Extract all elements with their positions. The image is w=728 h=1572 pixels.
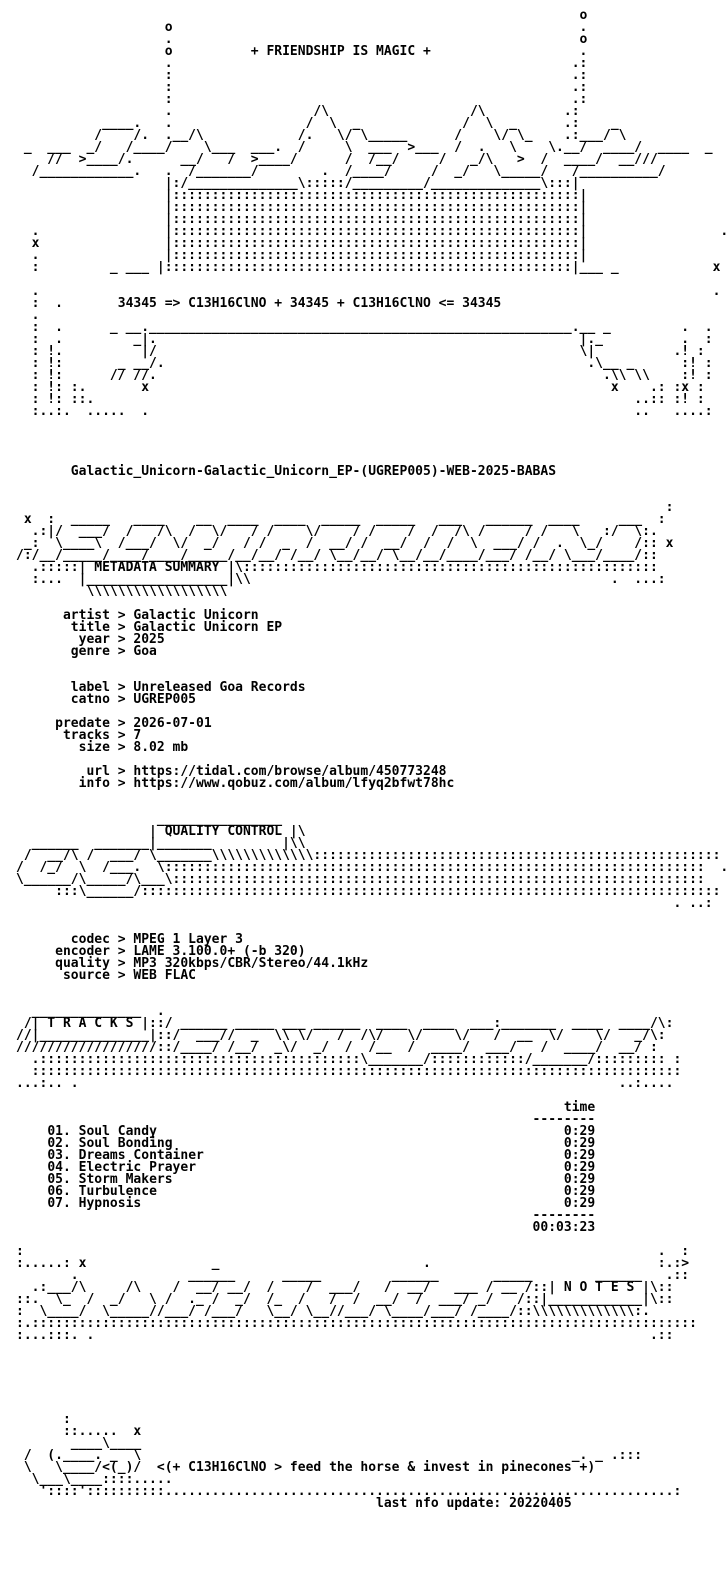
metadata-line bbox=[16, 658, 728, 670]
header-art-line: : _ ___ |::::::::::::::::::::::::::::::::::::::::::::::::::::|___ _ x bbox=[16, 260, 721, 275]
track-time: 0:29 bbox=[563, 1160, 596, 1175]
header-art-line: . o bbox=[16, 32, 588, 47]
metadata-line: size > 8.02 mb bbox=[16, 740, 189, 755]
header-art-line: o + FRIENDSHIP IS MAGIC + . bbox=[16, 44, 588, 59]
track-number: 04. bbox=[47, 1160, 71, 1175]
quality-control-banner bbox=[16, 790, 728, 910]
track-number: 05. bbox=[47, 1172, 71, 1187]
notes-banner-line: : . : bbox=[16, 1244, 690, 1259]
metadata-summary-list bbox=[16, 598, 728, 790]
metadata-banner-line: :... |__________________|\\ . ...: bbox=[16, 572, 666, 587]
header-art-line: / /. .__/\ /. \/ \_____ / \/ \_ .:___/ \ bbox=[16, 128, 627, 143]
tracks-banner-line: //|______________|::/ ___// _ \\ \/ / /\/ \/ \/ / __ \/ \/ _/\: bbox=[16, 1028, 666, 1043]
quality-banner-line bbox=[16, 790, 728, 802]
track-time: 0:29 bbox=[563, 1172, 596, 1187]
track-title: Soul Bonding bbox=[78, 1136, 173, 1151]
metadata-banner-line: x : _____ ____ __ ____ ____ _____ _____ ___ ______ ____ ___ : bbox=[16, 512, 666, 527]
header-art-line: : .: bbox=[16, 92, 588, 107]
track-list bbox=[16, 1126, 728, 1210]
track-title: Soul Candy bbox=[78, 1124, 157, 1139]
footer-ascii-art bbox=[16, 1354, 728, 1498]
notes-banner-line: :...:::. . .:: bbox=[16, 1328, 674, 1343]
metadata-banner-line: .:::::| METADATA SUMMARY |\::::::::::::::::::::::::::::::::::::::::::::::::::::: bbox=[16, 560, 658, 575]
metadata-line: label > Unreleased Goa Records bbox=[16, 680, 306, 695]
tracks-banner-line bbox=[16, 982, 728, 994]
track-number: 06. bbox=[47, 1184, 71, 1199]
header-art-line: :..:. ..... . .. ....: bbox=[16, 404, 713, 419]
track-number: 07. bbox=[47, 1196, 71, 1211]
metadata-line: info > https://www.qobuz.com/album/lfyq2bfwt78hc bbox=[16, 776, 455, 791]
quality-banner-line: | QUALITY CONTROL |\ bbox=[16, 824, 306, 839]
release-name: Galactic_Unicorn-Galactic_Unicorn_EP-(UGREP005)-WEB-2025-BABAS bbox=[16, 464, 557, 479]
header-art-line: . /\ /\ .: bbox=[16, 104, 580, 119]
header-art-line: . bbox=[16, 308, 40, 323]
track-time: 0:29 bbox=[563, 1124, 596, 1139]
metadata-banner-line: /:/__/_____/____/____/_____/__/__/ /__/ \__/__/ \__/__/____/___/ /__/ \___/____/:: bbox=[16, 548, 658, 563]
header-art-line: : .: bbox=[16, 80, 588, 95]
quality-banner-line: . ..: bbox=[16, 896, 713, 911]
metadata-line: title > Galactic Unicorn EP bbox=[16, 620, 283, 635]
footer-art-line bbox=[16, 1402, 728, 1414]
quality-control-list bbox=[16, 910, 728, 982]
tracks-banner-line: ::::::::::::::::::::::::::::::::::::::::::::::::::::::::::::::::::::::::::::::::::: bbox=[16, 1064, 682, 1079]
notes-banner-line: . ______ _____ ______ _____ ______ .:: bbox=[16, 1268, 690, 1283]
track-time: 0:29 bbox=[563, 1136, 596, 1151]
metadata-banner-line: \\\\\\\\\\\\\\\\\\ bbox=[16, 584, 228, 599]
quality-banner-line: \______/\_____/\___\:::::::::::::::::::::::::::::::::::::::::::::::::::::::::::::::::::: bbox=[16, 872, 705, 887]
tracks-total-time: 00:03:23 bbox=[16, 1220, 596, 1235]
notes-banner-line: : \____/ \_____//___/ /___/ \__/ \__//___/ \____/___/ /____/::\\\\\\\\\\\\\:. bbox=[16, 1304, 650, 1319]
track-title: Turbulence bbox=[78, 1184, 157, 1199]
tracks-banner-line: ...:.. . ..:.... bbox=[16, 1076, 674, 1091]
metadata-banner-line: : bbox=[16, 500, 674, 515]
spacer bbox=[16, 430, 728, 442]
footer-art-line bbox=[16, 1390, 728, 1402]
tracks-banner bbox=[16, 982, 728, 1090]
footer-art-line: \ \____/<(_)/ <(+ C13H16ClNO > feed the horse & invest in pinecones +) bbox=[16, 1460, 596, 1475]
spacer bbox=[16, 478, 728, 490]
footer-art-line: / (.____. _ \ _. _ .::: bbox=[16, 1448, 643, 1463]
header-art-line: . .: bbox=[16, 56, 588, 71]
quality-line: codec > MPEG 1 Layer 3 bbox=[16, 932, 243, 947]
quality-banner-line: :::\______/:::::::::::::::::::::::::::::::::::::::::::::::::::::::::::::::::::::::::: bbox=[16, 884, 721, 899]
header-art-line: : . _|. |._ . : bbox=[16, 332, 713, 347]
metadata-line: genre > Goa bbox=[16, 644, 157, 659]
tracks-banner-line: /| T R A C K S |::/ ______ _____ ___ ______ ____ ____ ___:_______ ____ ____/\: bbox=[16, 1016, 674, 1031]
header-art-line: o bbox=[16, 8, 588, 23]
tracks-banner-line: .:::::::::::::::::::::::::::::::::::::::::\_______/::::::::::::/_______/::::::::: : bbox=[16, 1052, 682, 1067]
quality-banner-line: / __/\ / ___/ \_______\\\\\\\\\\\\\:::::::::::::::::::::::::::::::::::::::::::::::::::: bbox=[16, 848, 721, 863]
header-art-line: : .: bbox=[16, 68, 588, 83]
metadata-line: year > 2025 bbox=[16, 632, 165, 647]
track-time: 0:29 bbox=[563, 1184, 596, 1199]
header-ascii-art bbox=[16, 10, 728, 418]
tracks-header-rule: -------- bbox=[16, 1112, 596, 1127]
header-art-line: . . bbox=[16, 284, 721, 299]
header-art-line: // >____/. __/ / >____/ / /__/ / _/\ > / ____/ __/// bbox=[16, 152, 658, 167]
quality-banner-line: ________________ bbox=[16, 812, 283, 827]
spacer bbox=[16, 442, 728, 454]
spacer bbox=[16, 418, 728, 430]
tracks-banner-line: ______________ . bbox=[16, 1004, 165, 1019]
header-art-line: : . 34345 => C13H16ClNO + 34345 + C13H16ClNO <= 34345 bbox=[16, 296, 502, 311]
footer-art-line: ____\____ bbox=[16, 1436, 142, 1451]
track-title: Dreams Container bbox=[78, 1148, 204, 1163]
header-art-line: |::::::::::::::::::::::::::::::::::::::::::::::::::::| bbox=[16, 212, 588, 227]
metadata-line: tracks > 7 bbox=[16, 728, 142, 743]
metadata-line: artist > Galactic Unicorn bbox=[16, 608, 259, 623]
track-time: 0:29 bbox=[563, 1148, 596, 1163]
footer-art-line: ::..... x bbox=[16, 1424, 142, 1439]
quality-line: quality > MP3 320kbps/CBR/Stereo/44.1kHz bbox=[16, 956, 369, 971]
header-art-line: : !: ::. ..:: :! : bbox=[16, 392, 705, 407]
footer-art-line bbox=[16, 1354, 728, 1366]
header-art-line: : !: // //. .\\ \\ :! : bbox=[16, 368, 713, 383]
header-art-line: |::::::::::::::::::::::::::::::::::::::::::::::::::::| bbox=[16, 200, 588, 215]
header-art-line: : !: :. x x .: :x : bbox=[16, 380, 705, 395]
track-time: 0:29 bbox=[563, 1196, 596, 1211]
track-title: Hypnosis bbox=[78, 1196, 142, 1211]
metadata-line: url > https://tidal.com/browse/album/450773248 bbox=[16, 764, 447, 779]
notes-banner-line: ::. \_ / _/ \ / ._ / _/ /_ / / / __/ / ___/ _/ /::|____________|\:: bbox=[16, 1292, 674, 1307]
tracks-footer-rule: -------- bbox=[16, 1208, 596, 1223]
header-art-line: /____________. . /_______/ . /____/ / _/ \_____/ /__________/ bbox=[16, 164, 666, 179]
footer-art-line: \___\____::::..... bbox=[16, 1472, 173, 1487]
notes-banner-line: :.::::::::::::::::::::::::::::::::::::::::::::::::::::::::::::::::::::::::::::::::::::: bbox=[16, 1316, 697, 1331]
nfo-document bbox=[16, 10, 728, 1510]
header-art-line: x |::::::::::::::::::::::::::::::::::::::::::::::::::::| bbox=[16, 236, 588, 251]
metadata-summary-banner bbox=[16, 502, 728, 598]
tracks-time-header: time bbox=[16, 1100, 596, 1115]
quality-banner-line: ______ _______|_______ |\\ bbox=[16, 836, 306, 851]
track-number: 01. bbox=[47, 1124, 71, 1139]
header-art-line: : !: _ __/. .\__ _ :! : bbox=[16, 356, 713, 371]
track-title: Electric Prayer bbox=[78, 1160, 197, 1175]
notes-banner bbox=[16, 1234, 728, 1354]
metadata-line: predate > 2026-07-01 bbox=[16, 716, 212, 731]
metadata-line: catno > UGREP005 bbox=[16, 692, 197, 707]
track-title: Storm Makers bbox=[78, 1172, 173, 1187]
metadata-banner-line: .:|/ ___/ / /\ / \/ / / \/ / / / / /\ / / / \ :/ \:. bbox=[16, 524, 658, 539]
tracks-banner-line: //////////////////::/____/ /__/ _\/ _/ / /__ / ____/ ___/ / ____/ __/ : bbox=[16, 1040, 658, 1055]
footer-art-line: : bbox=[16, 1412, 71, 1427]
metadata-banner-line: _: \____\ /___/ \/ _/ / / _ / __/ / __/ / / \ ___/ / . \_/ /:: x bbox=[16, 536, 674, 551]
footer-art-line bbox=[16, 1366, 728, 1378]
footer-art-line bbox=[16, 1378, 728, 1390]
header-art-line: : !. |/ \| .! : bbox=[16, 344, 705, 359]
header-art-line: : . _ __.______________________________________________________.__ _ . . bbox=[16, 320, 713, 335]
header-art-line: . |::::::::::::::::::::::::::::::::::::::::::::::::::::| . bbox=[16, 224, 728, 239]
header-art-line: |:/______________\:::::/_________/______________\:::| bbox=[16, 176, 580, 191]
footer-art-line: '::::'::::::::::.................................................................: bbox=[16, 1484, 682, 1499]
header-art-line: . |::::::::::::::::::::::::::::::::::::::::::::::::::::| bbox=[16, 248, 588, 263]
track-number: 02. bbox=[47, 1136, 71, 1151]
notes-banner-line: :.....: x _ . :.:> bbox=[16, 1256, 690, 1271]
header-art-line: |::::::::::::::::::::::::::::::::::::::::::::::::::::| bbox=[16, 188, 588, 203]
quality-banner-line: / /_/ \ /___. \::::::::::::::::::::::::::::::::::::::::::::::::::::::::::::::::::::: . bbox=[16, 860, 728, 875]
quality-line: encoder > LAME 3.100.0+ (-b 320) bbox=[16, 944, 306, 959]
notes-banner-line: .:___/\ /\ / __/ __/ / / ___/ / __/ ___ / __ /::| N O T E S |\:: bbox=[16, 1280, 674, 1295]
quality-line: source > WEB FLAC bbox=[16, 968, 197, 983]
quality-line bbox=[16, 910, 728, 922]
header-art-line: _ ___ _/ /____/ \___ ___. / \ ___ >___ / . \ \.__/ ____/ ____ _ bbox=[16, 140, 713, 155]
track-number: 03. bbox=[47, 1148, 71, 1163]
header-art-line: ____. . / \ _ / \ _ .: _ bbox=[16, 116, 619, 131]
notes-banner-line bbox=[16, 1342, 728, 1354]
header-art-line: o . bbox=[16, 20, 588, 35]
last-update: last nfo update: 20220405 bbox=[16, 1496, 572, 1511]
